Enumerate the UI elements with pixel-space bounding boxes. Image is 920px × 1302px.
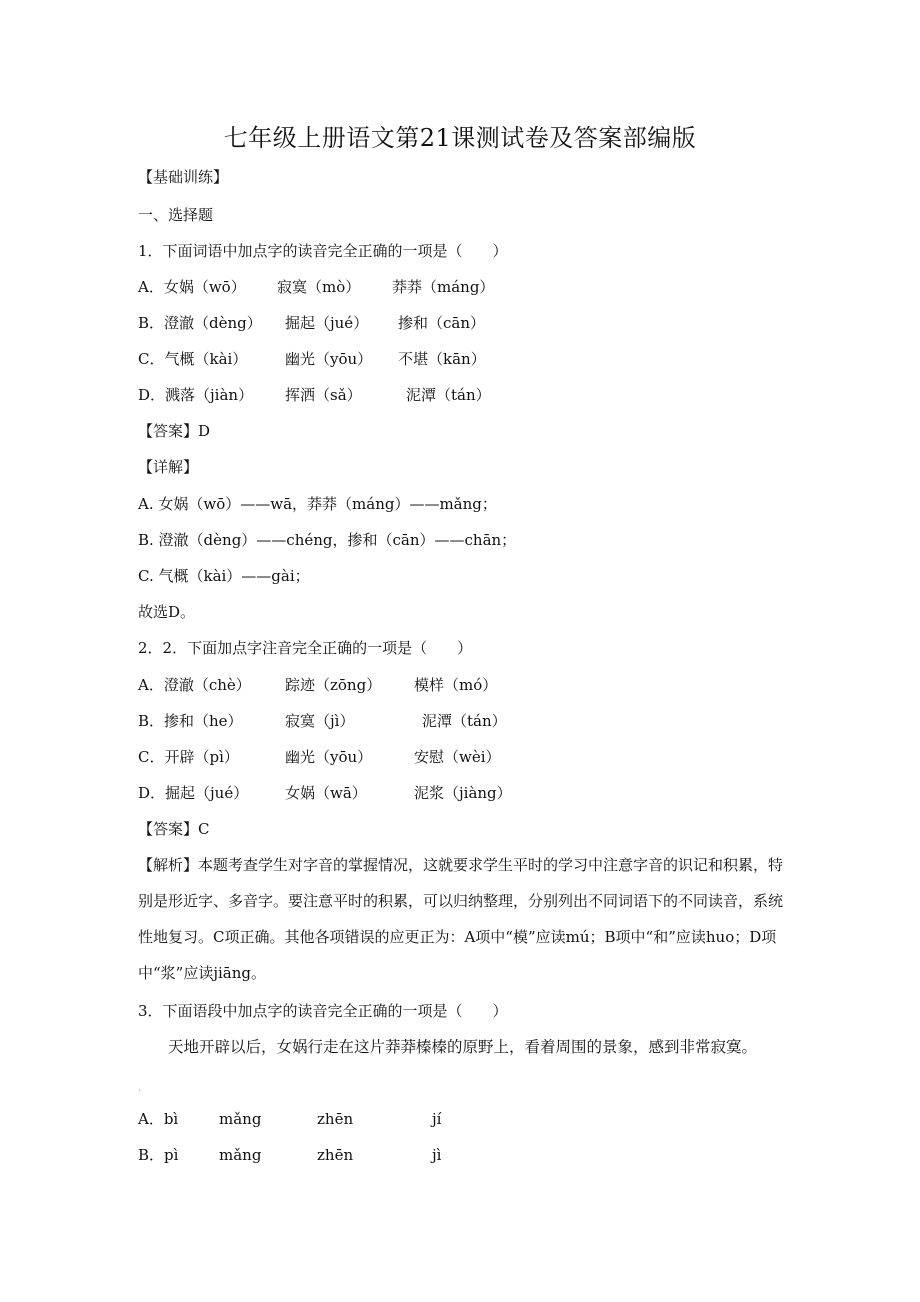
q2-option-c-3: 安慰（wèi） (414, 748, 501, 766)
q3-option-a-1: A．bì (138, 1110, 179, 1128)
q2-analysis: 【解析】本题考查学生对字音的掌握情况，这就要求学生平时的学习中注意字音的识记和积累，特别是形近字、多音字。要注意平时的积累，可以归纳整理，分别列出不同词语下的不同读音，系统性地复习。C项正确。其他各项错误的应更正为：A项中“模”应读mú；B项中“和”应读huo；D项中“浆”应读jiāng。 (138, 856, 784, 982)
q1-stem: 1．下面词语中加点字的读音完全正确的一项是（ ） (138, 242, 508, 260)
q2-option-c-2: 幽光（yōu） (285, 748, 373, 766)
q1-detail-a: A. 女娲（wō）——wā，莽莽（máng）——mǎng； (138, 495, 497, 513)
q2-option-c-1: C．开辟（pì） (138, 748, 239, 766)
q2-option-a-2: 踪迹（zōng） (285, 676, 382, 694)
q2-option-d-3: 泥浆（jiàng） (414, 784, 512, 802)
section-basic-heading: 【基础训练】 (138, 168, 229, 186)
q3-option-b-4: jì (432, 1146, 442, 1164)
paragraph-mark: · (138, 1086, 142, 1097)
q3-option-b-3: zhēn (317, 1146, 354, 1164)
q1-option-d-1: D．溅落（jiàn） (138, 386, 254, 404)
q1-option-c-3: 不堪（kān） (398, 350, 486, 368)
q2-option-b-2: 寂寞（jì） (285, 712, 355, 730)
q1-detail-c: C. 气概（kài）——gài； (138, 567, 310, 585)
q3-option-a-2: mǎng (219, 1110, 262, 1128)
q3-option-a-4: jí (432, 1110, 442, 1128)
q3-option-b-1: B．pì (138, 1146, 179, 1164)
q2-answer: 【答案】C (138, 820, 210, 838)
q1-option-c-1: C．气概（kài） (138, 350, 248, 368)
q1-option-d-2: 挥洒（sǎ） (285, 386, 362, 404)
q1-option-d-3: 泥潭（tán） (406, 386, 491, 404)
section-choice-heading: 一、选择题 (138, 206, 214, 224)
q3-passage: 天地开辟以后，女娲行走在这片莽莽榛榛的原野上，看着周围的景象，感到非常寂寞。 (168, 1038, 758, 1056)
q1-option-b-1: B．澄澈（dèng） (138, 314, 262, 332)
q2-option-a-1: A．澄澈（chè） (138, 676, 251, 694)
q1-detail-b: B. 澄澈（dèng）——chéng，掺和（cān）——chān； (138, 531, 517, 549)
q2-option-d-2: 女娲（wā） (285, 784, 367, 802)
q1-conclusion: 故选D。 (138, 603, 196, 621)
page-title: 七年级上册语文第21课测试卷及答案部编版 (223, 124, 697, 152)
q2-option-b-3: 泥潭（tán） (422, 712, 507, 730)
q1-option-a-3: 莽莽（máng） (392, 278, 495, 296)
q2-stem: 2．2．下面加点字注音完全正确的一项是（ ） (138, 639, 473, 657)
q3-stem: 3．下面语段中加点字的读音完全正确的一项是（ ） (138, 1002, 508, 1020)
q1-option-a-1: A．女娲（wō） (138, 278, 246, 296)
q3-option-b-2: mǎng (219, 1146, 262, 1164)
q1-detail-label: 【详解】 (138, 458, 199, 476)
q1-option-b-3: 掺和（cān） (398, 314, 486, 332)
q2-option-d-1: D．掘起（jué） (138, 784, 249, 802)
q1-answer: 【答案】D (138, 422, 211, 440)
q1-option-a-2: 寂寞（mò） (277, 278, 361, 296)
q2-option-a-3: 模样（mó） (414, 676, 498, 694)
q2-option-b-1: B．掺和（he） (138, 712, 243, 730)
q1-option-c-2: 幽光（yōu） (285, 350, 373, 368)
q3-option-a-3: zhēn (317, 1110, 354, 1128)
q1-option-b-2: 掘起（jué） (285, 314, 369, 332)
